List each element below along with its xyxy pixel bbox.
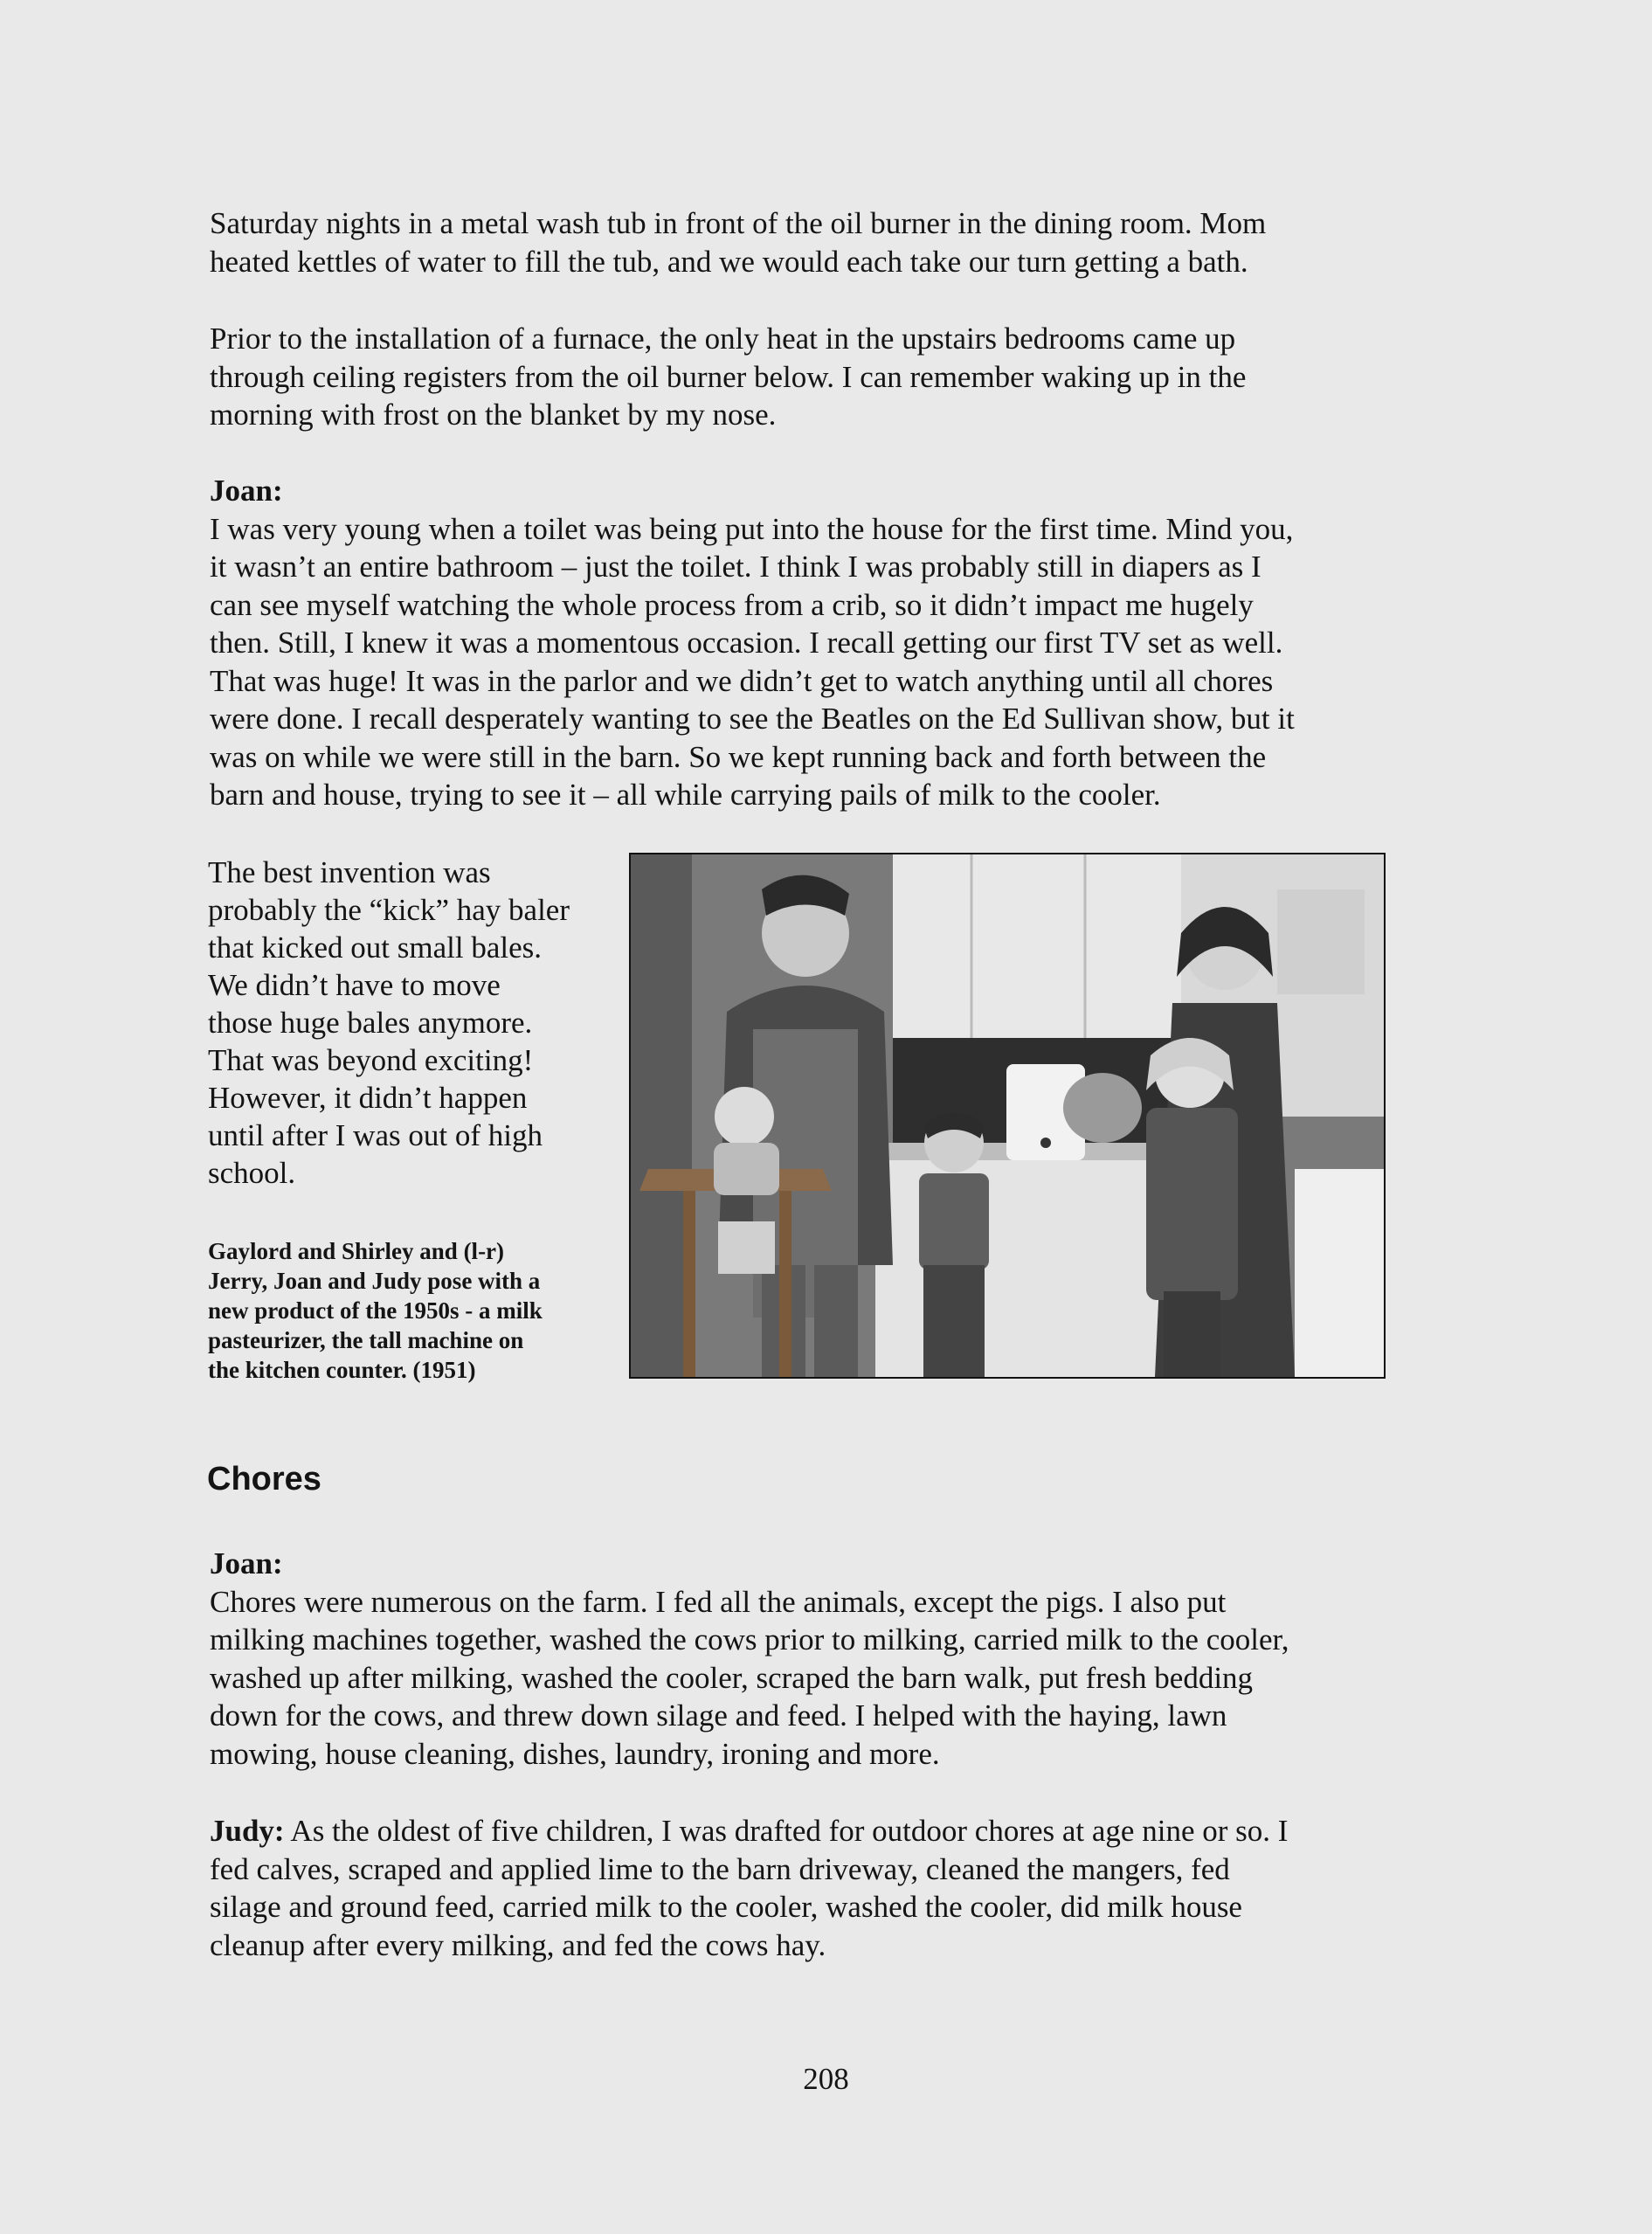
section-heading-chores: Chores xyxy=(207,1461,321,1497)
hay-baler-paragraph xyxy=(208,854,592,1192)
speaker-label: Joan: xyxy=(210,1546,283,1580)
text-line: then. Still, I knew it was a momentous occasion. I recall getting our first TV set as well. xyxy=(210,626,1283,660)
speaker-label: Judy: xyxy=(210,1814,285,1848)
text-line: However, it didn’t happen xyxy=(208,1081,528,1115)
text-line: that kicked out small bales. xyxy=(208,930,542,965)
speaker-label: Joan: xyxy=(210,474,283,508)
text-line: Saturday nights in a metal wash tub in front of the oil burner in the dining room. Mom xyxy=(210,206,1267,240)
text-line: washed up after milking, washed the cooler, scraped the barn walk, put fresh bedding xyxy=(210,1660,1254,1695)
text-line: were done. I recall desperately wanting to see the Beatles on the Ed Sullivan show, but it xyxy=(210,702,1295,736)
caption-line: the kitchen counter. (1951) xyxy=(208,1357,476,1383)
text-line: That was huge! It was in the parlor and we didn’t get to watch anything until all chores xyxy=(210,663,1274,698)
text-line: That was beyond exciting! xyxy=(208,1043,534,1077)
text-line: until after I was out of high xyxy=(208,1118,543,1152)
text-line: it wasn’t an entire bathroom – just the toilet. I think I was probably still in diapers as I xyxy=(210,550,1261,584)
text-line: fed calves, scraped and applied lime to the barn driveway, cleaned the mangers, fed xyxy=(210,1851,1230,1886)
text-line: morning with frost on the blanket by my nose. xyxy=(210,398,777,432)
text-line: milking machines together, washed the cows prior to milking, carried milk to the cooler, xyxy=(210,1622,1289,1656)
text-line: silage and ground feed, carried milk to the cooler, washed the cooler, did milk house xyxy=(210,1890,1242,1924)
text-line: school. xyxy=(208,1156,296,1190)
text-line xyxy=(210,1812,1415,1850)
text-line: cleanup after every milking, and fed the cows hay. xyxy=(210,1927,826,1962)
text-line: We didn’t have to move xyxy=(208,968,501,1002)
text-line: I was very young when a toilet was being put into the house for the first time. Mind you, xyxy=(210,511,1294,546)
family-photo-illustration xyxy=(631,854,1384,1377)
text-line: can see myself watching the whole process from a crib, so it didn’t impact me hugely xyxy=(210,587,1254,622)
text-fragment: As the oldest of five children, I was drafted for outdoor chores at age nine or so. I xyxy=(284,1814,1289,1848)
page-number: 208 xyxy=(803,2062,849,2096)
text-line: barn and house, trying to see it – all while carrying pails of milk to the cooler. xyxy=(210,778,1161,812)
caption-line: Gaylord and Shirley and (l-r) xyxy=(208,1238,505,1264)
text-line: The best invention was xyxy=(208,855,491,889)
text-line: Prior to the installation of a furnace, the only heat in the upstairs bedrooms came up xyxy=(210,322,1236,356)
text-line: through ceiling registers from the oil burner below. I can remember waking up in the xyxy=(210,359,1247,394)
caption-line: new product of the 1950s - a milk xyxy=(208,1297,543,1324)
joan-chores-section xyxy=(210,1545,1415,1773)
judy-chores-section xyxy=(210,1812,1415,1964)
caption-line: Jerry, Joan and Judy pose with a xyxy=(208,1268,541,1294)
text-line: mowing, house cleaning, dishes, laundry, ironing and more. xyxy=(210,1736,940,1771)
joan-memory-section xyxy=(210,472,1415,814)
text-line: Chores were numerous on the farm. I fed all the animals, except the pigs. I also put xyxy=(210,1584,1227,1619)
caption-line: pasteurizer, the tall machine on xyxy=(208,1327,524,1353)
text-line: down for the cows, and threw down silage and feed. I helped with the haying, lawn xyxy=(210,1698,1227,1733)
photo-caption xyxy=(208,1236,592,1385)
text-line: was on while we were still in the barn. So we kept running back and forth between the xyxy=(210,739,1267,774)
text-line: probably the “kick” hay baler xyxy=(208,893,570,927)
intro-paragraph-1 xyxy=(210,204,1415,280)
intro-paragraph-2 xyxy=(210,320,1415,434)
family-photo xyxy=(629,853,1386,1379)
text-line: those huge bales anymore. xyxy=(208,1006,533,1040)
text-line: heated kettles of water to fill the tub, and we would each take our turn getting a bath. xyxy=(210,244,1248,279)
